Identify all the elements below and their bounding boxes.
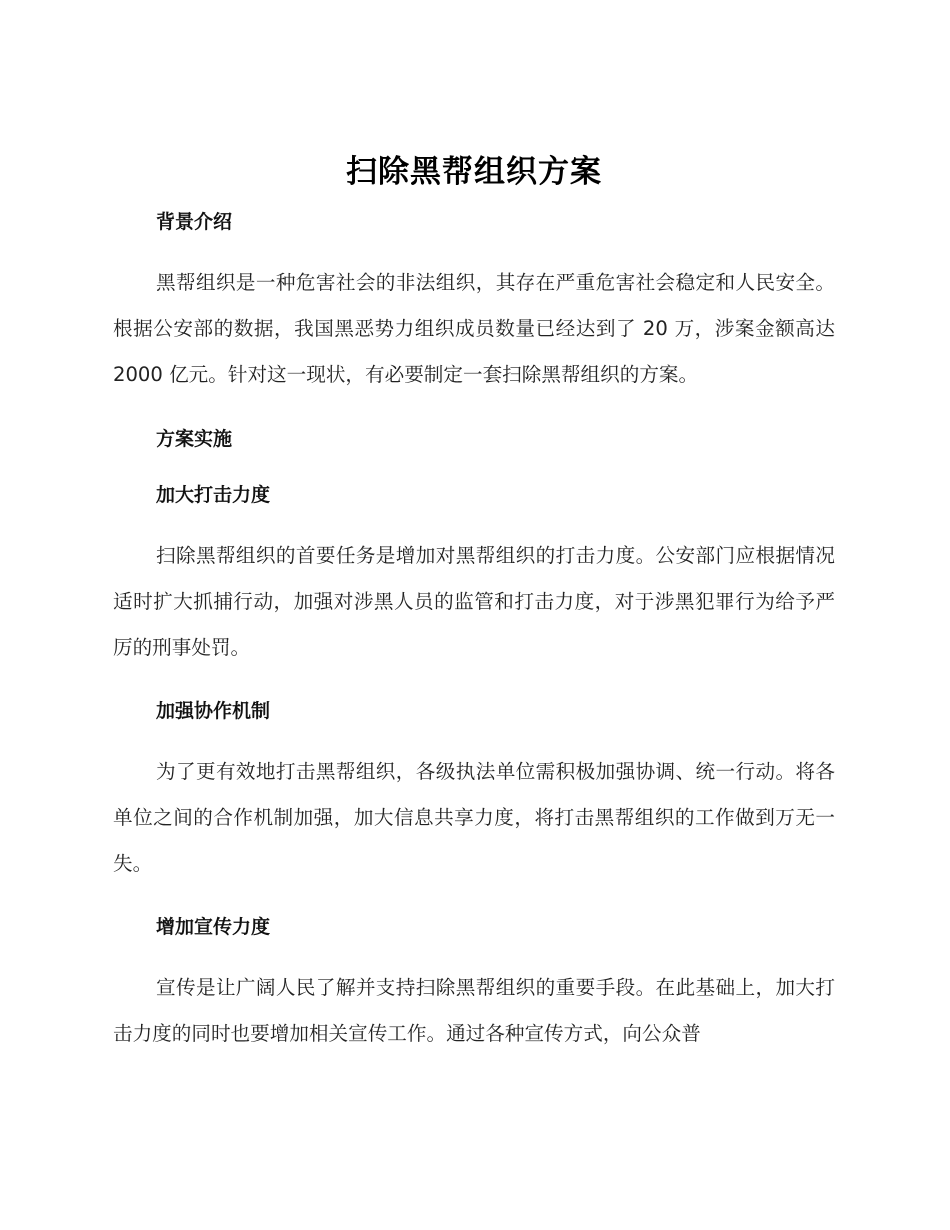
heading-publicity: 增加宣传力度: [156, 916, 271, 938]
paragraph-background: 黑帮组织是一种危害社会的非法组织，其存在严重危害社会稳定和人民安全。根据公安部的数据，我国黑恶势力组织成员数量已经达到了 20 万，涉案金额高达 2000 亿元。针对这一现状，有必要制定一套扫除黑帮组织的方案。: [113, 271, 835, 386]
paragraph-strengthen-crackdown: 扫除黑帮组织的首要任务是增加对黑帮组织的打击力度。公安部门应根据情况适时扩大抓捕行动，加强对涉黑人员的监管和打击力度，对于涉黑犯罪行为给予严厉的刑事处罚。: [113, 544, 835, 659]
heading-implementation: 方案实施: [156, 428, 233, 450]
document-title: 扫除黑帮组织方案: [346, 154, 602, 190]
heading-strengthen-crackdown: 加大打击力度: [156, 484, 271, 506]
paragraph-publicity: 宣传是让广阔人民了解并支持扫除黑帮组织的重要手段。在此基础上，加大打击力度的同时也要增加相关宣传工作。通过各种宣传方式，向公众普: [113, 976, 835, 1045]
heading-background: 背景介绍: [156, 211, 233, 233]
heading-cooperation-mechanism: 加强协作机制: [156, 700, 271, 722]
document-body: [113, 150, 835, 1057]
paragraph-cooperation-mechanism: 为了更有效地打击黑帮组织，各级执法单位需积极加强协调、统一行动。将各单位之间的合作机制加强，加大信息共享力度，将打击黑帮组织的工作做到万无一失。: [113, 760, 835, 875]
